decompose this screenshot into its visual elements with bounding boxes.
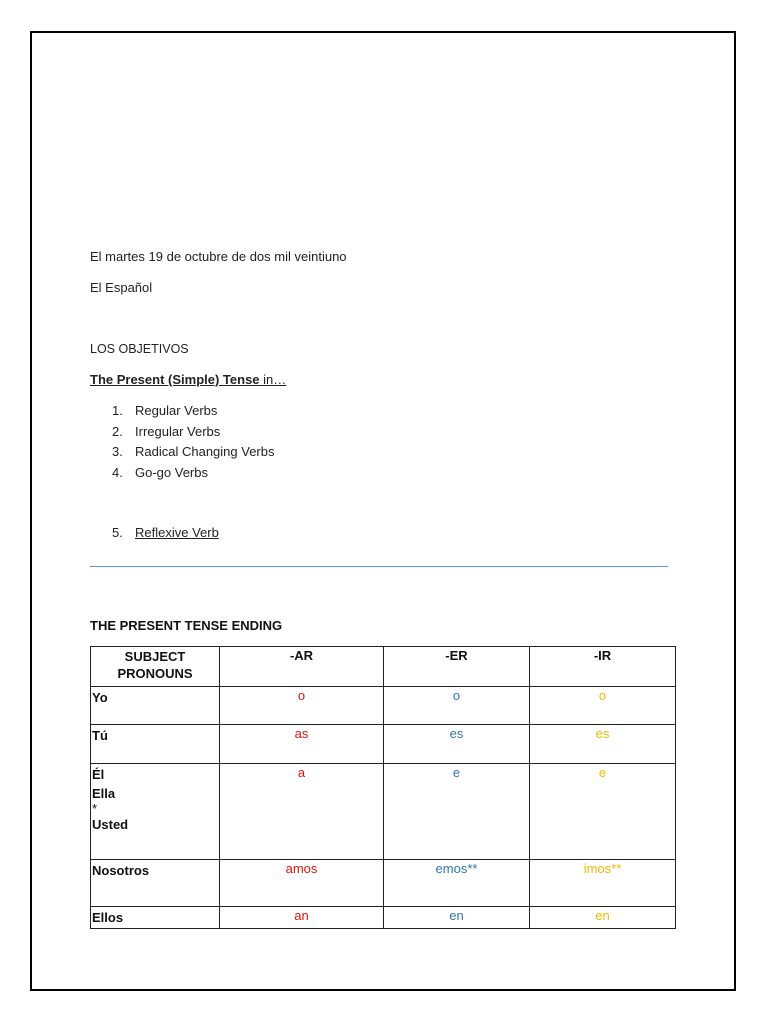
objectives-list — [112, 403, 274, 485]
ending-ar: an — [220, 907, 384, 929]
list-item-number: 4. — [112, 464, 123, 480]
date-line: El martes 19 de octubre de dos mil veintiuno — [90, 249, 347, 264]
table-row — [91, 860, 676, 907]
ending-er: emos** — [384, 860, 530, 907]
ending-ar: a — [220, 764, 384, 860]
objectives-title: LOS OBJETIVOS — [90, 342, 189, 356]
ending-ir: o — [530, 687, 676, 725]
list-item-number: 3. — [112, 444, 123, 459]
list-item-number: 5. — [112, 525, 123, 540]
present-tense-endings-table — [90, 646, 676, 929]
ending-ir: en — [530, 907, 676, 929]
pronoun-cell — [91, 764, 220, 860]
ending-ar: o — [220, 687, 384, 725]
list-item-text: Regular Verbs — [135, 403, 218, 418]
table-row — [91, 907, 676, 929]
list-item-text: Radical Changing Verbs — [135, 444, 275, 459]
ending-ir: es — [530, 725, 676, 764]
ending-er: e — [384, 764, 530, 860]
header-er: -ER — [384, 647, 530, 687]
ending-er: en — [384, 907, 530, 929]
table-row — [91, 764, 676, 860]
list-item-number: 2. — [112, 423, 123, 439]
header-subject-pronouns: SUBJECT PRONOUNS — [91, 647, 220, 687]
list-item-text: Go-go Verbs — [135, 464, 208, 480]
pronoun-cell: Nosotros — [91, 860, 220, 907]
ending-er: o — [384, 687, 530, 725]
pronoun-line: Él — [92, 767, 105, 782]
list-item-number: 1. — [112, 403, 123, 418]
ending-er: es — [384, 725, 530, 764]
pronoun-cell: Yo — [91, 687, 220, 725]
ending-ar: amos — [220, 860, 384, 907]
lesson-heading-bold: The Present (Simple) Tense — [90, 372, 260, 387]
pronoun-cell: Ellos — [91, 907, 220, 929]
ending-ir: imos** — [530, 860, 676, 907]
ending-ar: as — [220, 725, 384, 764]
table-header-row — [91, 647, 676, 687]
header-ar: -AR — [220, 647, 384, 687]
list-item — [112, 424, 274, 445]
list-item — [112, 444, 274, 465]
pronoun-cell: Tú — [91, 725, 220, 764]
header-ir: -IR — [530, 647, 676, 687]
table-row — [91, 725, 676, 764]
table-title: THE PRESENT TENSE ENDING — [90, 618, 283, 633]
lesson-heading — [90, 372, 286, 387]
pronoun-line: Ella — [92, 786, 116, 801]
horizontal-rule — [90, 566, 668, 567]
reflexive-verb-link[interactable]: Reflexive Verb — [135, 525, 219, 540]
list-item — [112, 403, 274, 424]
list-item-text: Irregular Verbs — [135, 423, 221, 439]
ending-ir: e — [530, 764, 676, 860]
pronoun-line: * — [92, 801, 98, 816]
table-row — [91, 687, 676, 725]
lesson-heading-rest: in… — [259, 372, 287, 387]
subject-line: El Español — [90, 280, 153, 295]
pronoun-line: Usted — [92, 817, 129, 832]
objective-5 — [112, 525, 219, 540]
list-item — [112, 465, 274, 486]
